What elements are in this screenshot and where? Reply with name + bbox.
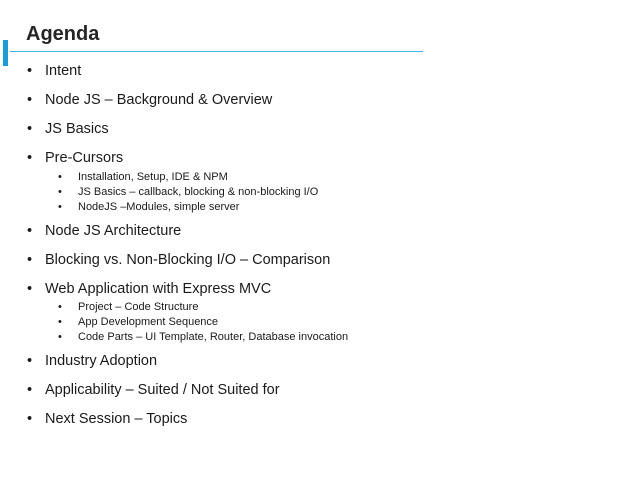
agenda-item-intent (27, 62, 81, 80)
bullet-icon: • (58, 316, 62, 328)
agenda-item-architecture (27, 222, 181, 240)
bullet-icon: • (58, 301, 62, 313)
bullet-icon: • (27, 382, 33, 398)
agenda-subitem (58, 315, 218, 329)
bullet-icon: • (58, 171, 62, 183)
agenda-subitem (58, 200, 239, 214)
bullet-icon: • (27, 223, 33, 239)
agenda-item-applicability (27, 381, 280, 399)
agenda-item-label: Web Application with Express MVC (45, 281, 272, 297)
bullet-icon: • (58, 201, 62, 213)
agenda-item-label: Applicability – Suited / Not Suited for (45, 382, 280, 398)
agenda-item-express-mvc (27, 280, 271, 298)
bullet-icon: • (58, 331, 62, 343)
agenda-item-background (27, 91, 272, 109)
agenda-subitem (58, 170, 228, 184)
agenda-item-label: JS Basics (45, 121, 109, 137)
bullet-icon: • (27, 281, 33, 297)
agenda-item-label: Node JS Architecture (45, 223, 182, 239)
agenda-item-label: Next Session – Topics (45, 411, 188, 427)
slide-title: Agenda (26, 23, 100, 45)
agenda-subitem-label: Installation, Setup, IDE & NPM (78, 171, 228, 183)
bullet-icon: • (27, 353, 33, 369)
agenda-item-pre-cursors (27, 149, 123, 167)
bullet-icon: • (27, 63, 33, 79)
agenda-subitem-label: App Development Sequence (78, 316, 219, 328)
agenda-subitem-label: JS Basics – callback, blocking & non-blocking I/O (78, 186, 319, 198)
agenda-subitem-label: Code Parts – UI Template, Router, Database invocation (78, 331, 349, 343)
bullet-icon: • (27, 121, 33, 137)
bullet-icon: • (27, 252, 33, 268)
agenda-item-next-session (27, 410, 187, 428)
agenda-item-label: Pre-Cursors (45, 150, 124, 166)
agenda-item-label: Blocking vs. Non-Blocking I/O – Comparison (45, 252, 331, 268)
bullet-icon: • (58, 186, 62, 198)
agenda-item-label: Intent (45, 63, 82, 79)
bullet-icon: • (27, 411, 33, 427)
agenda-subitem (58, 330, 348, 344)
agenda-subitem (58, 185, 318, 199)
agenda-item-label: Industry Adoption (45, 353, 158, 369)
agenda-item-js-basics (27, 120, 109, 138)
agenda-subitem-label: NodeJS –Modules, simple server (78, 201, 240, 213)
agenda-item-industry-adoption (27, 352, 157, 370)
agenda-subitem-label: Project – Code Structure (78, 301, 199, 313)
agenda-subitem (58, 300, 198, 314)
bullet-icon: • (27, 92, 33, 108)
agenda-item-label: Node JS – Background & Overview (45, 92, 273, 108)
agenda-item-blocking-comparison (27, 251, 330, 269)
bullet-icon: • (27, 150, 33, 166)
